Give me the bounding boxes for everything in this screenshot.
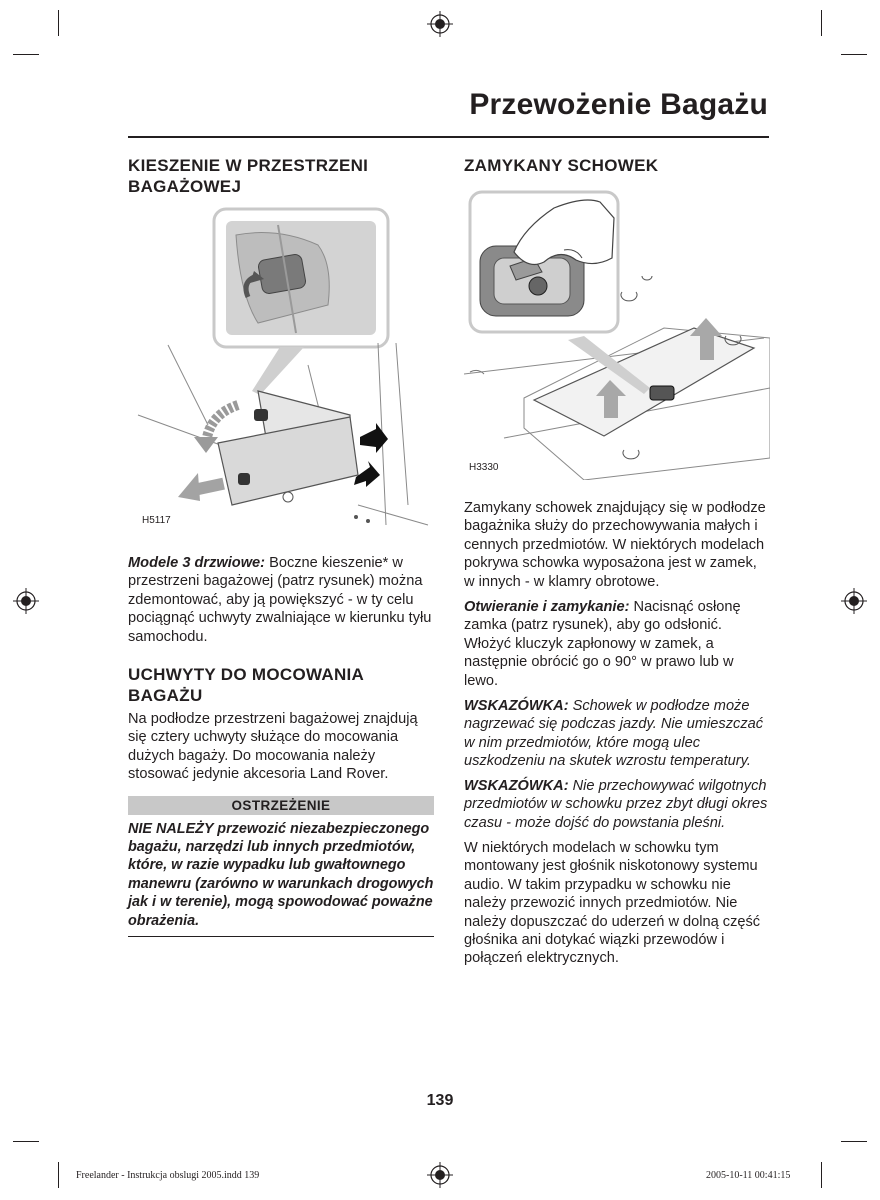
registration-mark-icon (427, 11, 453, 37)
right-column-body (464, 499, 770, 968)
figure-code: H5117 (142, 515, 171, 526)
footer-filename: Freelander - Instrukcja obslugi 2005.indd 139 (76, 1170, 260, 1181)
registration-mark-icon (427, 1162, 453, 1188)
warning-divider (128, 936, 434, 937)
left-column-body (128, 554, 434, 937)
note-heat (464, 697, 770, 771)
crop-mark (13, 54, 39, 55)
crop-mark (821, 1162, 822, 1188)
registration-mark-icon (13, 588, 39, 614)
registration-mark-icon (841, 588, 867, 614)
paragraph-tie-downs: Na podłodze przestrzeni bagażowej znajdują się cztery uchwyty służące do mocowania dużych bagaży. Do mocowania należy stosować jedynie akcesoria Land Rover. (128, 711, 418, 783)
footer-timestamp: 2005-10-11 00:41:15 (706, 1170, 791, 1181)
note-moisture (464, 777, 770, 832)
warning-text: NIE NALEŻY przewozić niezabezpieczonego bagażu, narzędzi lub innych przedmiotów, które, w razie wypadku lub gwałtownego manewru (zarówno w warunkach drogowych jak i w terenie), mogą spowodować poważne obrażenia. (128, 820, 434, 929)
paragraph-lead: Modele 3 drzwiowe: (128, 555, 266, 571)
section-heading-lockable-stowage: ZAMYKANY SCHOWEK (464, 156, 659, 175)
warning-title: OSTRZEŻENIE (128, 796, 434, 815)
note-lead: WSKAZÓWKA: (464, 777, 569, 794)
section-heading-tie-downs: UCHWYTY DO MOCOWANIA BAGAŻU (128, 665, 364, 706)
page-title: Przewożenie Bagażu (469, 88, 768, 121)
page-number: 139 (426, 1092, 454, 1109)
left-column (128, 155, 434, 197)
paragraph-subwoofer: W niektórych modelach w schowku tym montowany jest głośnik niskotonowy systemu audio. W takim przypadku w schowku nie należy przewozić innych przedmiotów. Nie należy dopuszczać do uderzeń w dolną część głośnika ani dotykać wiązki przewodów i połączeń elektrycznych. (464, 839, 761, 967)
paragraph-3door-models (128, 554, 434, 646)
luggage-pocket-illustration (128, 205, 434, 531)
crop-mark (841, 54, 867, 55)
right-column (464, 155, 770, 176)
title-divider (128, 136, 769, 138)
crop-mark (58, 10, 59, 36)
paragraph-stowage-intro: Zamykany schowek znajdujący się w podłodze bagażnika służy do przechowywania małych i cennych przedmiotów. W niektórych modelach pokrywa schowka wyposażona jest w zamek, w innych - w klamry obrotowe. (464, 500, 766, 590)
note-lead: WSKAZÓWKA: (464, 698, 569, 715)
lockable-stowage-illustration (464, 188, 770, 480)
crop-mark (58, 1162, 59, 1188)
note-text: Schowek w podłodze może nagrzewać się podczas jazdy. Nie umieszczać w nim przedmiotów, które mogą ulec uszkodzeniu na skutek wzrostu temperatury. (464, 698, 764, 770)
paragraph-opening-closing (464, 598, 770, 690)
crop-mark (841, 1141, 867, 1142)
crop-mark (821, 10, 822, 36)
paragraph-text: Boczne kieszenie* w przestrzeni bagażowej (patrz rysunek) można zdemontować, aby ją powiększyć - w ty celu pociągnąć uchwyty zwalniające w kierunku tyłu samochodu. (128, 555, 432, 645)
paragraph-text: Nacisnąć osłonę zamka (patrz rysunek), aby go odsłonić. Włożyć kluczyk zapłonowy w zamek, a następnie obrócić go o 90° w prawo lub w lewo. (464, 599, 741, 689)
note-text: Nie przechowywać wilgotnych przedmiotów w schowku przez zbyt długi okres czasu - może dojść do powstania pleśni. (464, 777, 768, 831)
crop-mark (13, 1141, 39, 1142)
paragraph-lead: Otwieranie i zamykanie: (464, 599, 630, 616)
figure-code: H3330 (469, 462, 499, 473)
section-heading-luggage-pockets: KIESZENIE W PRZESTRZENI BAGAŻOWEJ (128, 156, 369, 196)
